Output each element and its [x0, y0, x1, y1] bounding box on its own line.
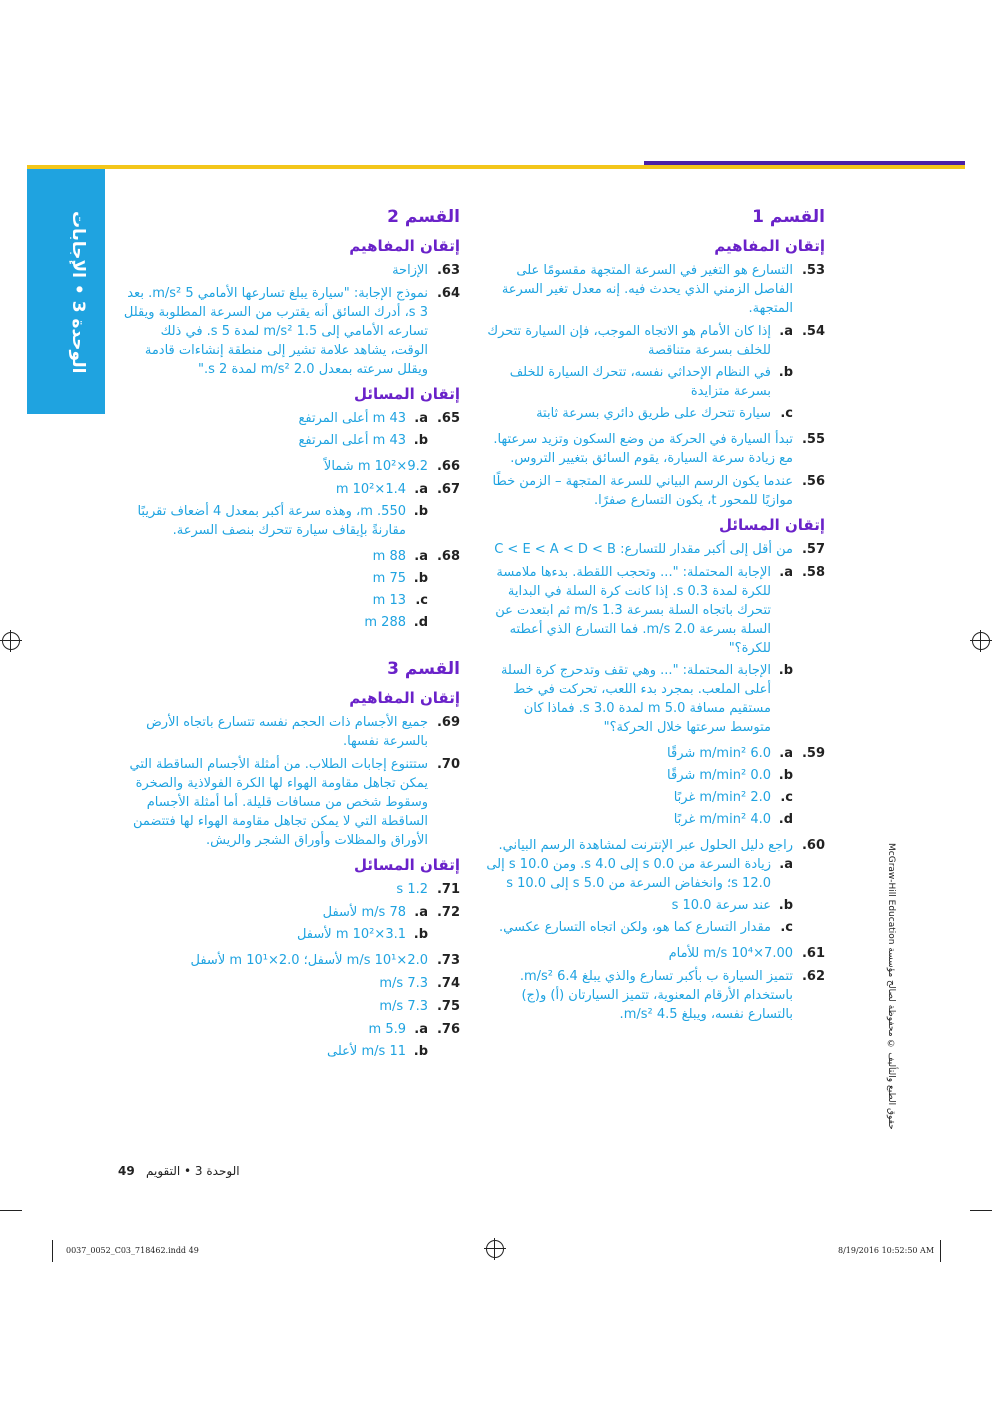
right-column [480, 205, 825, 1028]
problems-heading: إتقان المسائل [719, 516, 825, 534]
answer-subpart [120, 480, 428, 499]
subpart-text: 3.1×10² m لأسفل [296, 927, 406, 942]
answer-item [120, 880, 460, 899]
answer-subpart [120, 502, 428, 540]
problems-heading: إتقان المسائل [354, 856, 460, 874]
answer-text: من أقل إلى أكبر مقدار للتسارع: C < E < A < D < B [494, 542, 793, 557]
answer-subpart [480, 918, 793, 937]
subpart-text: 0.0 m/min² شرقًا [667, 768, 771, 783]
subpart-text: 2.0 m/min² غربًا [673, 790, 771, 805]
subpart-text: الإجابة المحتملة: "... وهي تقف وتدحرج كرة السلة أعلى الملعب. بمجرد بدء اللعب، تحركت في خط مستقيم مسافة 5.0 m لمدة 3.0 s. فماذا كان متوسط سرعتها خلال الحركة؟" [500, 663, 771, 735]
crop-mark [0, 1210, 22, 1211]
answer-text: 1.2 s [396, 882, 428, 897]
subpart-letter: b. [778, 898, 793, 913]
subpart-text: 288 m [364, 615, 406, 630]
subpart-letter: a. [414, 411, 428, 426]
slug-date: 8/19/2016 10:52:50 AM [838, 1246, 935, 1255]
answer-text: ستتنوع إجابات الطلاب. من أمثلة الأجسام الساقطة التي يمكن تجاهل مقاومة الهواء لها الكرة الفولاذية والصخرة وسقوط شخص من مسافات قليلة. أما أمثلة الأجسام الساقطة التي لا يمكن تجاهل مقاومة الهواء لها فتتضمن الأوراق والمظلات وأوراق الشجر والريش. [129, 757, 428, 848]
copyright-notice: حقوق الطبع والتأليف © محفوظة لصالح مؤسسة McGraw-Hill Education [886, 843, 896, 1130]
subpart-text: 5.9 m [368, 1022, 406, 1037]
answer-number: 73. [436, 953, 460, 968]
subpart-letter: b. [413, 927, 428, 942]
answer-item [120, 261, 460, 280]
answer-number: 74. [436, 976, 460, 991]
answer-subpart [120, 1042, 428, 1061]
answer-text: 2.0×10¹ m/s لأسفل؛ 2.0×10¹ m لأسفل [190, 953, 428, 968]
section-2-concepts-list [120, 261, 460, 379]
subpart-letter: a. [779, 857, 793, 872]
section-3-concepts-list [120, 713, 460, 850]
answer-item [480, 472, 825, 510]
subpart-letter: a. [414, 1022, 428, 1037]
subpart-text: 4.0 m/min² غربًا [673, 812, 771, 827]
concepts-heading: إتقان المفاهيم [714, 237, 825, 255]
answer-item [480, 967, 825, 1024]
subpart-text: 6.0 m/min² شرقًا [667, 746, 771, 761]
top-yellow-rule [27, 165, 965, 169]
answer-number: 64. [436, 286, 460, 301]
subpart-letter: a. [779, 565, 793, 580]
section-3-problems-list [120, 880, 460, 1064]
subpart-letter: c. [780, 406, 793, 421]
subpart-letter: c. [780, 790, 793, 805]
answer-number: 53. [801, 263, 825, 278]
subpart-letter: a. [414, 905, 428, 920]
answer-subpart [480, 363, 793, 401]
subpart-letter: a. [779, 746, 793, 761]
registration-mark-icon [2, 632, 20, 650]
footer-unit-label: الوحدة 3 • التقويم [146, 1164, 240, 1178]
answer-number: 54. [801, 324, 825, 339]
unit-side-tab-label: الوحدة 3 • الإجابات [68, 211, 88, 374]
answer-number: 71. [436, 882, 460, 897]
answer-subpart [480, 766, 793, 785]
answer-text: 7.3 m/s [379, 999, 428, 1014]
slug-filename: 0037_0052_C03_718462.indd 49 [66, 1246, 199, 1255]
answer-subpart [120, 569, 428, 588]
subpart-letter: d. [778, 812, 793, 827]
subpart-text: 43 m أعلى المرتفع [298, 411, 406, 426]
page-number: 49 [118, 1164, 135, 1178]
answer-number: 59. [801, 746, 825, 761]
subpart-letter: a. [779, 324, 793, 339]
answer-number: 57. [801, 542, 825, 557]
answer-text: 7.00×10⁴ m/s للأمام [668, 946, 793, 961]
answer-subpart [480, 788, 793, 807]
subpart-text: في النظام الإحداثي نفسه، تتحرك السيارة للخلف بسرعة متزايدة [509, 365, 771, 399]
answer-item [120, 409, 460, 453]
subpart-letter: b. [778, 768, 793, 783]
subpart-text: 1.4×10² m [335, 482, 406, 497]
subpart-letter: a. [414, 482, 428, 497]
answer-number: 55. [801, 432, 825, 447]
answer-item [120, 284, 460, 379]
concepts-heading: إتقان المفاهيم [349, 237, 460, 255]
answer-text: عندما يكون الرسم البياني للسرعة المتجهة – الزمن خطًا موازيًا للمحور t، يكون التسارع صفرًا. [492, 474, 793, 508]
answer-subpart [480, 661, 793, 737]
answer-number: 68. [436, 549, 460, 564]
section-1-concepts-list [480, 261, 825, 510]
crop-mark [52, 1240, 53, 1262]
answer-subpart [120, 925, 428, 944]
answer-subpart [480, 744, 793, 763]
registration-mark-icon [972, 632, 990, 650]
answer-item [120, 951, 460, 970]
subpart-letter: b. [413, 433, 428, 448]
answer-item [480, 563, 825, 740]
answer-number: 61. [801, 946, 825, 961]
answer-number: 63. [436, 263, 460, 278]
answer-item [120, 903, 460, 947]
answer-item [120, 480, 460, 543]
answer-item [120, 755, 460, 850]
answer-subpart [480, 855, 793, 893]
answer-subpart [120, 547, 428, 566]
subpart-letter: b. [413, 1044, 428, 1059]
answer-text: 7.3 m/s [379, 976, 428, 991]
answer-item [120, 1020, 460, 1064]
subpart-letter: b. [778, 663, 793, 678]
answer-item [120, 713, 460, 751]
section-1-title: القسم 1 [752, 207, 825, 227]
subpart-letter: c. [780, 920, 793, 935]
subpart-text: 75 m [372, 571, 406, 586]
subpart-text: 550. m، وهذه سرعة أكبر بمعدل 4 أضعاف تقريبًا مقارنةً بإيقاف سيارة تتحرك بنصف السرعة. [137, 504, 406, 538]
answer-item [480, 430, 825, 468]
answer-item [480, 261, 825, 318]
answer-item [480, 944, 825, 963]
answer-subpart [480, 896, 793, 915]
answer-number: 70. [436, 757, 460, 772]
answer-number: 58. [801, 565, 825, 580]
answer-subpart [120, 903, 428, 922]
answer-subpart [480, 404, 793, 423]
answer-number: 62. [801, 969, 825, 984]
subpart-text: إذا كان الأمام هو الاتجاه الموجب، فإن السيارة تتحرك للخلف بسرعة متناقصة [487, 324, 771, 358]
subpart-text: عند سرعة 10.0 s [671, 898, 771, 913]
subpart-text: مقدار التسارع كما هو، ولكن اتجاه التسارع عكسي. [499, 920, 771, 935]
answer-text: تتميز السيارة ب بأكبر تسارع والذي يبلغ 6.4 m/s². باستخدام الأرقام المعنوية، تتميز السيارتان (أ) و(ج) بالتسارع نفسه، ويبلغ 4.5 m/s². [519, 969, 793, 1022]
answer-number: 65. [436, 411, 460, 426]
answer-subpart [480, 563, 793, 658]
subpart-text: 88 m [372, 549, 406, 564]
answer-number: 72. [436, 905, 460, 920]
answer-item [480, 836, 825, 940]
subpart-text: 78 m/s لأسفل [322, 905, 406, 920]
answer-text: تبدأ السيارة في الحركة من وضع السكون وتزيد سرعتها. مع زيادة سرعة السيارة، يقوم السائق بتغيير التروس. [493, 432, 793, 466]
answer-text: التسارع هو التغير في السرعة المتجهة مقسومًا على الفاصل الزمني الذي يحدث فيه. إنه معدل تغير السرعة المتجهة. [501, 263, 793, 316]
answer-text: نموذج الإجابة: "سيارة يبلغ تسارعها الأمامي 5 m/s². بعد 3 s، أدرك السائق أنه يقترب من السرعة المطلوبة ويقلل تسارعه الأمامي إلى 1.5 m/s² لمدة 5 s. في ذلك الوقت، يشاهد علامة تشير إلى منطقة إنشاءات قادمة ويقلل سرعته بمعدل 2.0 m/s² لمدة 2 s." [123, 286, 428, 377]
subpart-text: 43 m أعلى المرتفع [298, 433, 406, 448]
subpart-letter: a. [414, 549, 428, 564]
answer-subpart [120, 591, 428, 610]
section-2-problems-list [120, 409, 460, 635]
subpart-text: الإجابة المحتملة: "... وتحجب اللقطة. بدءها ملامسة للكرة لمدة 0.3 s. إذا كانت كرة السلة في البداية تتحرك باتجاه السلة بسرعة 1.3 m/s ثم ابتعدت عن السلة بسرعة 2.0 m/s. فما التسارع الذي أعطته للكرة؟" [495, 565, 771, 656]
answer-text: جميع الأجسام ذات الحجم نفسه تتسارع باتجاه الأرض بالسرعة نفسها. [146, 715, 428, 749]
answer-number: 60. [801, 838, 825, 853]
answer-item [120, 997, 460, 1016]
answer-text: 9.2×10² m شمالاً [323, 459, 428, 474]
answer-number: 56. [801, 474, 825, 489]
answer-subpart [120, 1020, 428, 1039]
subpart-letter: c. [415, 593, 428, 608]
answer-subpart [120, 613, 428, 632]
subpart-letter: b. [413, 571, 428, 586]
answer-subpart [120, 409, 428, 428]
subpart-text: 11 m/s لأعلى [327, 1044, 406, 1059]
answer-subpart [120, 431, 428, 450]
subpart-text: سيارة تتحرك على طريق دائري بسرعة ثابتة [536, 406, 771, 421]
registration-mark-icon [486, 1240, 504, 1258]
problems-heading: إتقان المسائل [354, 385, 460, 403]
answer-subpart [480, 810, 793, 829]
crop-mark [970, 1210, 992, 1211]
answer-item [480, 322, 825, 426]
subpart-letter: b. [413, 504, 428, 519]
answer-subpart [480, 322, 793, 360]
answer-item [480, 540, 825, 559]
answer-item [120, 547, 460, 635]
subpart-text: زيادة السرعة من 0.0 s إلى 4.0 s. ومن 10.0 s إلى 12.0 s؛ وانخفاض السرعة من 5.0 s إلى 10.0 s [486, 857, 771, 891]
answer-number: 67. [436, 482, 460, 497]
answer-item [480, 744, 825, 832]
concepts-heading: إتقان المفاهيم [349, 689, 460, 707]
section-3-title: القسم 3 [387, 659, 460, 679]
subpart-text: 13 m [372, 593, 406, 608]
answer-item [120, 974, 460, 993]
answer-number: 69. [436, 715, 460, 730]
answer-number: 66. [436, 459, 460, 474]
answer-number: 75. [436, 999, 460, 1014]
crop-mark [940, 1240, 941, 1262]
subpart-letter: b. [778, 365, 793, 380]
section-1-problems-list [480, 540, 825, 1024]
answer-text: راجع دليل الحلول عبر الإنترنت لمشاهدة الرسم البياني. [498, 838, 793, 853]
answer-number: 76. [436, 1022, 460, 1037]
answer-item [120, 457, 460, 476]
section-2-title: القسم 2 [387, 207, 460, 227]
subpart-letter: d. [413, 615, 428, 630]
answer-text: الإزاحة [392, 263, 428, 278]
left-column [120, 205, 460, 1068]
